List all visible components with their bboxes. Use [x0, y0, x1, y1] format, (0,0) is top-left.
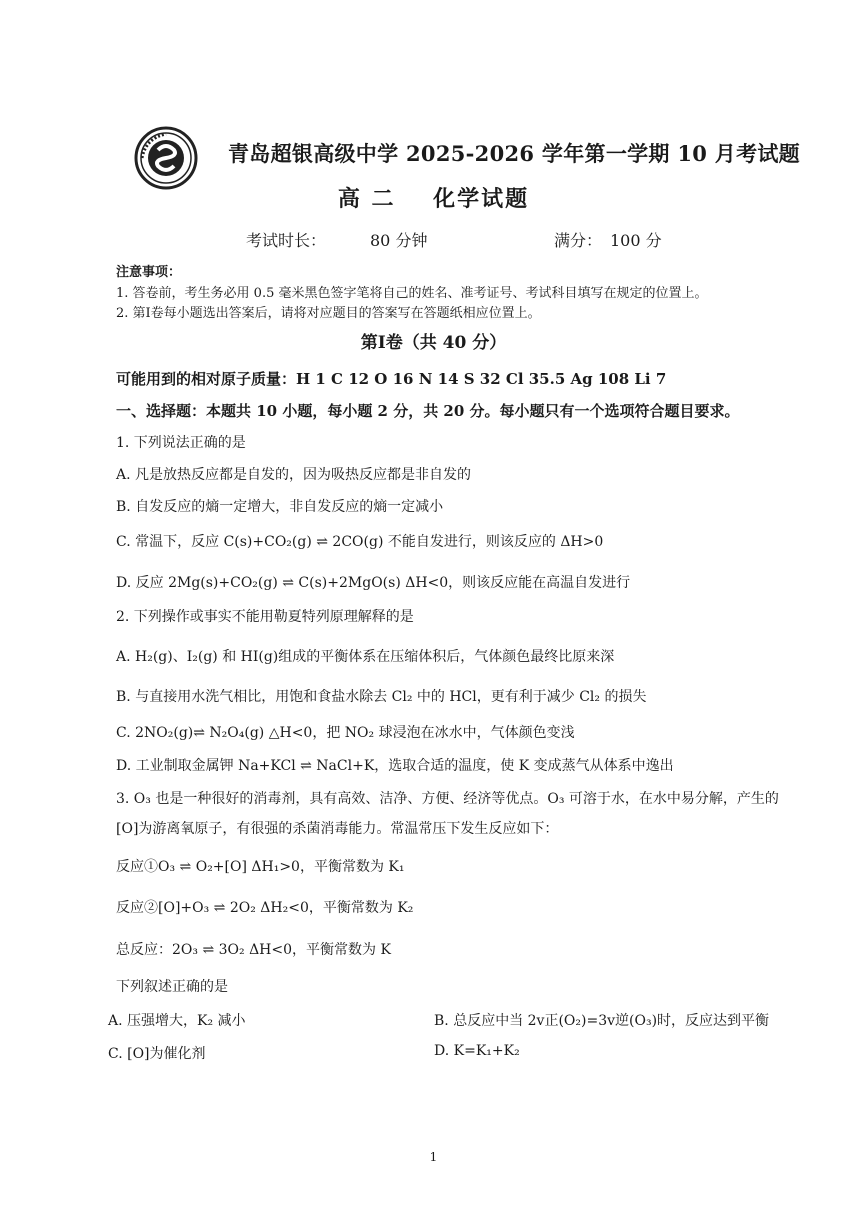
q3-reaction-total: 总反应：2O₃ ⇌ 3O₂ ΔH<0，平衡常数为 K: [116, 942, 391, 958]
section-title: 一、选择题：本题共 10 小题，每小题 2 分，共 20 分。每小题只有一个选项符合题目要求。: [116, 402, 740, 420]
note-item-1: 1. 答卷前，考生务必用 0.5 毫米黑色签字笔将自己的姓名、准考证号、考试科目填写在规定的位置上。: [116, 286, 708, 301]
q2-option-b: B. 与直接用水洗气相比，用饱和食盐水除去 Cl₂ 中的 HCl，更有利于减少 Cl₂ 的损失: [116, 689, 647, 705]
q1-option-a: A. 凡是放热反应都是自发的，因为吸热反应都是非自发的: [116, 467, 472, 483]
duration-label: 考试时长：: [246, 231, 327, 250]
q1-option-c: C. 常温下，反应 C(s)+CO₂(g) ⇌ 2CO(g) 不能自发进行，则该反应的 ΔH>0: [116, 534, 604, 550]
q1-option-d: D. 反应 2Mg(s)+CO₂(g) ⇌ C(s)+2MgO(s) ΔH<0，则该反应能在高温自发进行: [116, 575, 631, 591]
q1-stem: 1. 下列说法正确的是: [116, 435, 246, 451]
q3-option-b: B. 总反应中当 2v正(O₂)=3v逆(O₃)时，反应达到平衡: [434, 1013, 770, 1029]
atomic-mass-line: 可能用到的相对原子质量：H 1 C 12 O 16 N 14 S 32 Cl 35.5 Ag 108 Li 7: [116, 370, 667, 388]
exam-title: 青岛超银高级中学 2025-2026 学年第一学期 10 月考试题: [228, 141, 800, 166]
q2-option-d: D. 工业制取金属钾 Na+KCl ⇌ NaCl+K，选取合适的温度，使 K 变成蒸气从体系中逸出: [116, 758, 674, 774]
q3-reaction-1: 反应①O₃ ⇌ O₂+[O] ΔH₁>0，平衡常数为 K₁: [116, 859, 405, 875]
subject-label: 化学试题: [433, 186, 530, 212]
q3-reaction-2: 反应②[O]+O₃ ⇌ 2O₂ ΔH₂<0，平衡常数为 K₂: [116, 900, 414, 916]
score-label: 满分：: [554, 231, 603, 250]
q2-option-a: A. H₂(g)、I₂(g) 和 HI(g)组成的平衡体系在压缩体积后，气体颜色最终比原来深: [116, 649, 615, 665]
page-number: 1: [429, 1150, 438, 1164]
q3-option-d: D. K=K₁+K₂: [434, 1043, 520, 1059]
score-value: 100 分: [610, 231, 662, 250]
q3-stem-line1: 3. O₃ 也是一种很好的消毒剂，具有高效、洁净、方便、经济等优点。O₃ 可溶于水，在水中易分解，产生的: [116, 791, 779, 807]
school-emblem-icon: [134, 126, 198, 190]
note-item-2: 2. 第Ⅰ卷每小题选出答案后，请将对应题目的答案写在答题纸相应位置上。: [116, 306, 541, 321]
q3-stem-line2: [O]为游离氧原子，有很强的杀菌消毒能力。常温常压下发生反应如下：: [116, 821, 559, 837]
q2-option-c: C. 2NO₂(g)⇌ N₂O₄(g) △H<0，把 NO₂ 球浸泡在冰水中，气体颜色变浅: [116, 725, 575, 741]
duration-value: 80 分钟: [370, 231, 428, 250]
q3-option-a: A. 压强增大，K₂ 减小: [108, 1013, 246, 1029]
notes-heading: 注意事项：: [116, 265, 182, 280]
q2-stem: 2. 下列操作或事实不能用勒夏特列原理解释的是: [116, 609, 414, 625]
exam-subtitle: [0, 182, 867, 213]
volume-title: 第Ⅰ卷（共 40 分）: [360, 333, 507, 353]
grade-label: 高 二: [337, 186, 396, 212]
q1-option-b: B. 自发反应的熵一定增大，非自发反应的熵一定减小: [116, 499, 444, 515]
school-logo: [134, 126, 198, 190]
q3-ask: 下列叙述正确的是: [116, 979, 228, 995]
q3-option-c: C. [O]为催化剂: [108, 1046, 206, 1062]
